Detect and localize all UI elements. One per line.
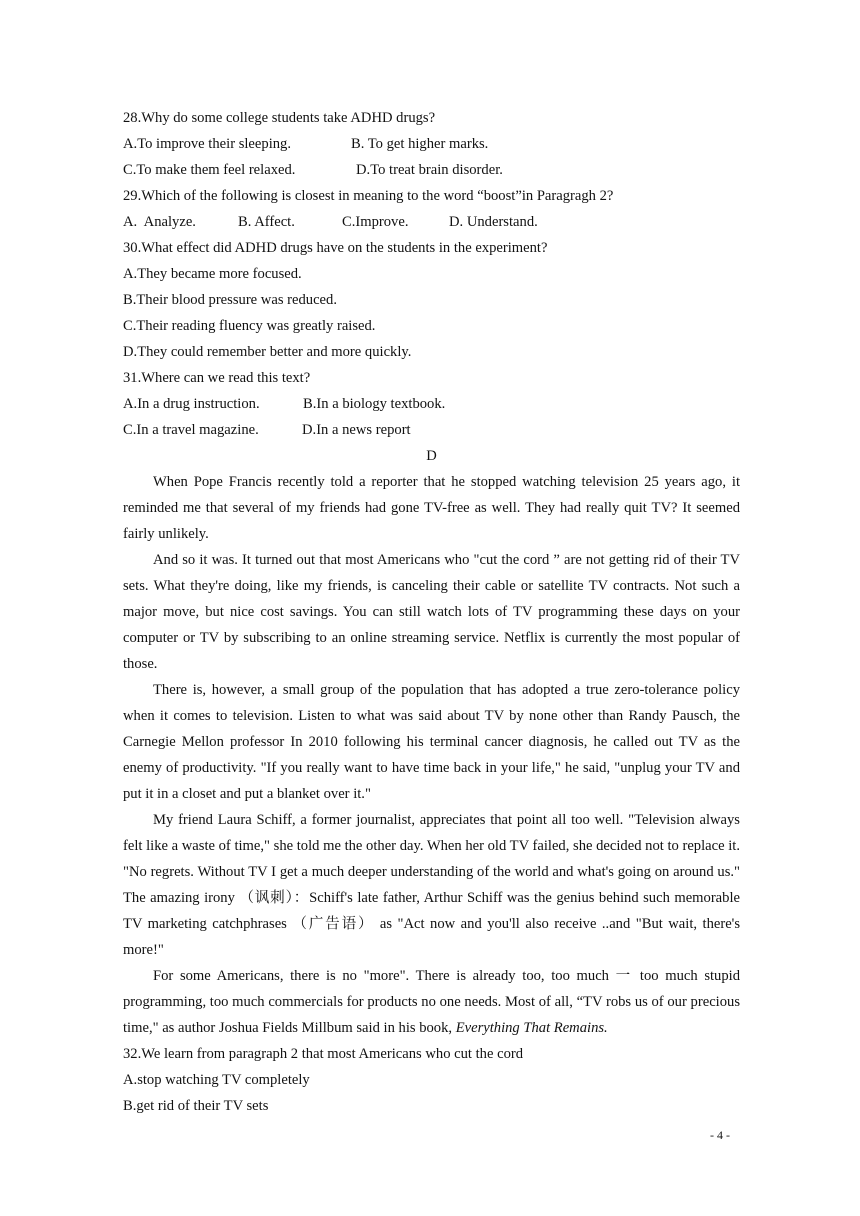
question-29-options — [123, 209, 740, 235]
passage-paragraph-1: When Pope Francis recently told a reporter that he stopped watching television 25 years ago, it reminded me that several of my friends had gone TV-free as well. They had really quit TV? It seemed fairly unlikely. — [123, 474, 740, 542]
book-title: Everything That Remains. — [455, 1020, 608, 1036]
question-32: 32.We learn from paragraph 2 that most Americans who cut the cord — [123, 1046, 524, 1062]
option-c: C.Improve. — [342, 214, 409, 230]
option-a: A.To improve their sleeping. — [123, 136, 291, 152]
passage-paragraph-4: My friend Laura Schiff, a former journalist, appreciates that point all too well. "Television always felt like a waste of time," she told me the other day. When her old TV failed, she decided not to replace it. "No regrets. Without TV I get a much deeper understanding of the world and what's going on around us." The amazing irony （讽刺）：Schiff's late father, Arthur Schiff was the genius behind such memorable TV marketing catchphrases （广告语） as "Act now and you'll also receive ..and "But wait, there's more!" — [123, 812, 740, 958]
option-d: D.To treat brain disorder. — [356, 162, 503, 178]
question-31-options-row-2 — [123, 417, 740, 443]
passage-paragraph-2: And so it was. It turned out that most Americans who "cut the cord ” are not getting rid of their TV sets. What they're doing, like my friends, is canceling their cable or satellite TV contracts. Not such a major move, but nice cost savings. You can still watch lots of TV programming these days on your computer or TV by subscribing to an online streaming service. Netflix is currently the most popular of those. — [123, 552, 740, 672]
question-31-options-row-1 — [123, 391, 740, 417]
option-d: D. Understand. — [449, 214, 538, 230]
option-a: A.In a drug instruction. — [123, 396, 260, 412]
passage-paragraph-5 — [123, 963, 740, 1041]
passage-paragraph-5-text: For some Americans, there is no "more". There is already too, too much 一 too much stupid programming, too much commercials for products no one needs. Most of all, “TV robs us of our precious time," as author Joshua Fields Millbum said in his book, — [123, 968, 740, 1036]
option-b: B.In a biology textbook. — [303, 396, 446, 412]
option-b: B.get rid of their TV sets — [123, 1098, 269, 1114]
option-b: B. To get higher marks. — [351, 136, 489, 152]
passage-paragraph-3: There is, however, a small group of the population that has adopted a true zero-tolerance policy when it comes to television. Listen to what was said about TV by none other than Randy Pausch, the Carnegie Mellon professor In 2010 following his terminal cancer diagnosis, he called out TV as the enemy of productivity. "If you really want to have time back in your life," he said, "unplug your TV and put it in a closet and put a blanket over it." — [123, 682, 740, 802]
option-a: A.stop watching TV completely — [123, 1072, 310, 1088]
option-b: B.Their blood pressure was reduced. — [123, 292, 337, 308]
section-heading: D — [426, 448, 437, 464]
question-30: 30.What effect did ADHD drugs have on the students in the experiment? — [123, 240, 548, 256]
question-28-options-row-1 — [123, 131, 740, 157]
option-d: D.In a news report — [302, 422, 411, 438]
page-number: - 4 - — [710, 1128, 730, 1142]
option-a: A. Analyze. — [123, 214, 196, 230]
option-c: C.Their reading fluency was greatly raised. — [123, 318, 376, 334]
option-d: D.They could remember better and more quickly. — [123, 344, 412, 360]
option-c: C.To make them feel relaxed. — [123, 162, 296, 178]
question-28: 28.Why do some college students take ADHD drugs? — [123, 110, 436, 126]
question-31: 31.Where can we read this text? — [123, 370, 311, 386]
option-b: B. Affect. — [238, 214, 295, 230]
question-28-options-row-2 — [123, 157, 740, 183]
option-a: A.They became more focused. — [123, 266, 302, 282]
question-29: 29.Which of the following is closest in meaning to the word “boost”in Paragragh 2? — [123, 188, 614, 204]
page-content — [123, 105, 740, 1119]
option-c: C.In a travel magazine. — [123, 422, 259, 438]
